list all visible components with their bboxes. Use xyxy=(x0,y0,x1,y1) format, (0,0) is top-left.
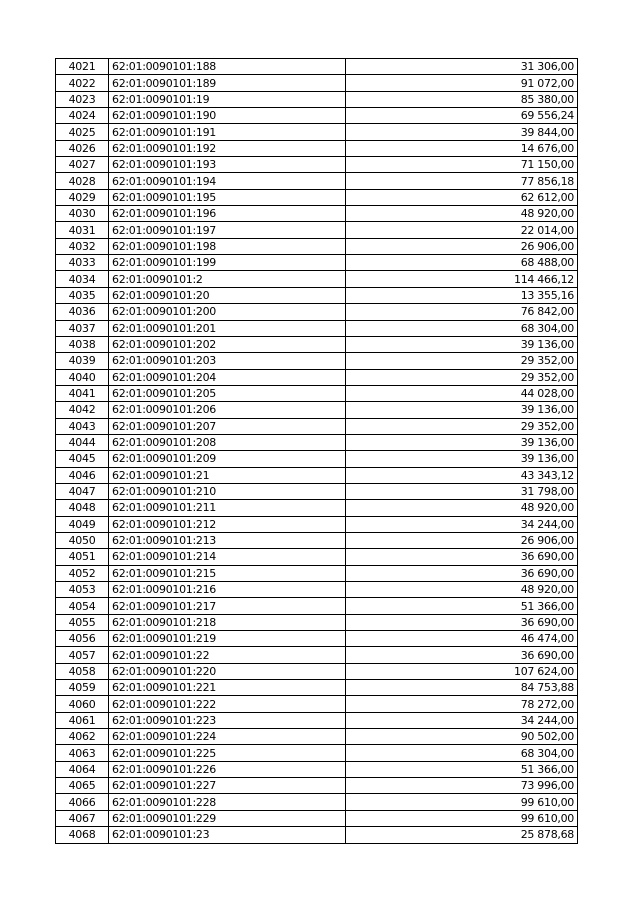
row-number-cell: 4028 xyxy=(56,173,109,189)
table-row xyxy=(56,189,578,205)
table-row xyxy=(56,598,578,614)
value-cell: 107 624,00 xyxy=(346,663,578,679)
row-number-cell: 4042 xyxy=(56,402,109,418)
row-number-cell: 4047 xyxy=(56,483,109,499)
value-cell: 76 842,00 xyxy=(346,304,578,320)
cadastral-number-cell: 62:01:0090101:212 xyxy=(109,516,346,532)
table-row xyxy=(56,108,578,124)
cadastral-number-cell: 62:01:0090101:211 xyxy=(109,500,346,516)
cadastral-number-cell: 62:01:0090101:195 xyxy=(109,189,346,205)
cadastral-number-cell: 62:01:0090101:19 xyxy=(109,91,346,107)
cadastral-number-cell: 62:01:0090101:224 xyxy=(109,729,346,745)
row-number-cell: 4056 xyxy=(56,631,109,647)
row-number-cell: 4067 xyxy=(56,810,109,826)
table-row xyxy=(56,827,578,843)
table-row xyxy=(56,647,578,663)
table-row xyxy=(56,271,578,287)
table-row xyxy=(56,582,578,598)
row-number-cell: 4046 xyxy=(56,467,109,483)
row-number-cell: 4024 xyxy=(56,108,109,124)
cadastral-number-cell: 62:01:0090101:20 xyxy=(109,287,346,303)
value-cell: 34 244,00 xyxy=(346,516,578,532)
value-cell: 48 920,00 xyxy=(346,206,578,222)
table-row xyxy=(56,287,578,303)
cadastral-number-cell: 62:01:0090101:209 xyxy=(109,451,346,467)
table-row xyxy=(56,663,578,679)
value-cell: 51 366,00 xyxy=(346,761,578,777)
row-number-cell: 4050 xyxy=(56,532,109,548)
row-number-cell: 4055 xyxy=(56,614,109,630)
value-cell: 29 352,00 xyxy=(346,369,578,385)
value-cell: 14 676,00 xyxy=(346,140,578,156)
row-number-cell: 4063 xyxy=(56,745,109,761)
value-cell: 43 343,12 xyxy=(346,467,578,483)
cadastral-number-cell: 62:01:0090101:210 xyxy=(109,483,346,499)
table-row xyxy=(56,222,578,238)
row-number-cell: 4025 xyxy=(56,124,109,140)
row-number-cell: 4045 xyxy=(56,451,109,467)
value-cell: 26 906,00 xyxy=(346,532,578,548)
table-row xyxy=(56,451,578,467)
table-body xyxy=(56,59,578,844)
table-row xyxy=(56,810,578,826)
row-number-cell: 4065 xyxy=(56,778,109,794)
table-row xyxy=(56,402,578,418)
value-cell: 71 150,00 xyxy=(346,157,578,173)
table-row xyxy=(56,467,578,483)
value-cell: 51 366,00 xyxy=(346,598,578,614)
table-row xyxy=(56,745,578,761)
value-cell: 36 690,00 xyxy=(346,565,578,581)
cadastral-number-cell: 62:01:0090101:192 xyxy=(109,140,346,156)
table-row xyxy=(56,353,578,369)
value-cell: 31 798,00 xyxy=(346,483,578,499)
value-cell: 36 690,00 xyxy=(346,614,578,630)
cadastral-number-cell: 62:01:0090101:213 xyxy=(109,532,346,548)
table-row xyxy=(56,124,578,140)
cadastral-number-cell: 62:01:0090101:220 xyxy=(109,663,346,679)
cadastral-number-cell: 62:01:0090101:200 xyxy=(109,304,346,320)
value-cell: 39 844,00 xyxy=(346,124,578,140)
row-number-cell: 4034 xyxy=(56,271,109,287)
cadastral-number-cell: 62:01:0090101:229 xyxy=(109,810,346,826)
row-number-cell: 4036 xyxy=(56,304,109,320)
cadastral-number-cell: 62:01:0090101:201 xyxy=(109,320,346,336)
row-number-cell: 4030 xyxy=(56,206,109,222)
row-number-cell: 4068 xyxy=(56,827,109,843)
value-cell: 68 488,00 xyxy=(346,255,578,271)
cadastral-number-cell: 62:01:0090101:218 xyxy=(109,614,346,630)
row-number-cell: 4061 xyxy=(56,712,109,728)
cadastral-number-cell: 62:01:0090101:189 xyxy=(109,75,346,91)
table-row xyxy=(56,729,578,745)
row-number-cell: 4059 xyxy=(56,680,109,696)
row-number-cell: 4032 xyxy=(56,238,109,254)
row-number-cell: 4062 xyxy=(56,729,109,745)
value-cell: 25 878,68 xyxy=(346,827,578,843)
value-cell: 36 690,00 xyxy=(346,549,578,565)
table-row xyxy=(56,304,578,320)
cadastral-number-cell: 62:01:0090101:23 xyxy=(109,827,346,843)
cadastral-number-cell: 62:01:0090101:223 xyxy=(109,712,346,728)
value-cell: 36 690,00 xyxy=(346,647,578,663)
table-row xyxy=(56,614,578,630)
row-number-cell: 4029 xyxy=(56,189,109,205)
value-cell: 91 072,00 xyxy=(346,75,578,91)
row-number-cell: 4040 xyxy=(56,369,109,385)
table-row xyxy=(56,434,578,450)
row-number-cell: 4031 xyxy=(56,222,109,238)
row-number-cell: 4037 xyxy=(56,320,109,336)
value-cell: 26 906,00 xyxy=(346,238,578,254)
value-cell: 39 136,00 xyxy=(346,336,578,352)
cadastral-number-cell: 62:01:0090101:227 xyxy=(109,778,346,794)
value-cell: 99 610,00 xyxy=(346,810,578,826)
cadastral-number-cell: 62:01:0090101:191 xyxy=(109,124,346,140)
value-cell: 84 753,88 xyxy=(346,680,578,696)
table-row xyxy=(56,173,578,189)
table-row xyxy=(56,778,578,794)
table-row xyxy=(56,255,578,271)
cadastral-number-cell: 62:01:0090101:226 xyxy=(109,761,346,777)
row-number-cell: 4027 xyxy=(56,157,109,173)
row-number-cell: 4026 xyxy=(56,140,109,156)
cadastral-value-table xyxy=(55,58,578,844)
value-cell: 46 474,00 xyxy=(346,631,578,647)
table-row xyxy=(56,418,578,434)
table-row xyxy=(56,549,578,565)
table-row xyxy=(56,761,578,777)
table-row xyxy=(56,680,578,696)
table-row xyxy=(56,516,578,532)
cadastral-number-cell: 62:01:0090101:196 xyxy=(109,206,346,222)
table-row xyxy=(56,696,578,712)
table-row xyxy=(56,320,578,336)
value-cell: 73 996,00 xyxy=(346,778,578,794)
value-cell: 13 355,16 xyxy=(346,287,578,303)
cadastral-number-cell: 62:01:0090101:221 xyxy=(109,680,346,696)
value-cell: 69 556,24 xyxy=(346,108,578,124)
table-row xyxy=(56,712,578,728)
row-number-cell: 4064 xyxy=(56,761,109,777)
cadastral-number-cell: 62:01:0090101:21 xyxy=(109,467,346,483)
value-cell: 62 612,00 xyxy=(346,189,578,205)
row-number-cell: 4033 xyxy=(56,255,109,271)
row-number-cell: 4022 xyxy=(56,75,109,91)
value-cell: 39 136,00 xyxy=(346,451,578,467)
value-cell: 78 272,00 xyxy=(346,696,578,712)
cadastral-number-cell: 62:01:0090101:207 xyxy=(109,418,346,434)
table-row xyxy=(56,75,578,91)
row-number-cell: 4039 xyxy=(56,353,109,369)
value-cell: 90 502,00 xyxy=(346,729,578,745)
cadastral-number-cell: 62:01:0090101:197 xyxy=(109,222,346,238)
table-row xyxy=(56,59,578,75)
row-number-cell: 4057 xyxy=(56,647,109,663)
cadastral-number-cell: 62:01:0090101:202 xyxy=(109,336,346,352)
value-cell: 29 352,00 xyxy=(346,418,578,434)
value-cell: 114 466,12 xyxy=(346,271,578,287)
row-number-cell: 4023 xyxy=(56,91,109,107)
value-cell: 77 856,18 xyxy=(346,173,578,189)
cadastral-number-cell: 62:01:0090101:228 xyxy=(109,794,346,810)
cadastral-number-cell: 62:01:0090101:225 xyxy=(109,745,346,761)
value-cell: 99 610,00 xyxy=(346,794,578,810)
value-cell: 68 304,00 xyxy=(346,320,578,336)
value-cell: 39 136,00 xyxy=(346,402,578,418)
cadastral-number-cell: 62:01:0090101:204 xyxy=(109,369,346,385)
table-row xyxy=(56,631,578,647)
table-row xyxy=(56,91,578,107)
value-cell: 85 380,00 xyxy=(346,91,578,107)
table-row xyxy=(56,238,578,254)
cadastral-number-cell: 62:01:0090101:205 xyxy=(109,385,346,401)
cadastral-number-cell: 62:01:0090101:219 xyxy=(109,631,346,647)
value-cell: 48 920,00 xyxy=(346,582,578,598)
value-cell: 31 306,00 xyxy=(346,59,578,75)
cadastral-number-cell: 62:01:0090101:203 xyxy=(109,353,346,369)
row-number-cell: 4038 xyxy=(56,336,109,352)
cadastral-number-cell: 62:01:0090101:193 xyxy=(109,157,346,173)
table-row xyxy=(56,385,578,401)
table-row xyxy=(56,483,578,499)
cadastral-number-cell: 62:01:0090101:22 xyxy=(109,647,346,663)
row-number-cell: 4066 xyxy=(56,794,109,810)
value-cell: 29 352,00 xyxy=(346,353,578,369)
row-number-cell: 4054 xyxy=(56,598,109,614)
value-cell: 44 028,00 xyxy=(346,385,578,401)
cadastral-number-cell: 62:01:0090101:216 xyxy=(109,582,346,598)
row-number-cell: 4053 xyxy=(56,582,109,598)
table-row xyxy=(56,500,578,516)
cadastral-number-cell: 62:01:0090101:2 xyxy=(109,271,346,287)
value-cell: 68 304,00 xyxy=(346,745,578,761)
row-number-cell: 4035 xyxy=(56,287,109,303)
table-row xyxy=(56,140,578,156)
row-number-cell: 4048 xyxy=(56,500,109,516)
row-number-cell: 4052 xyxy=(56,565,109,581)
cadastral-number-cell: 62:01:0090101:206 xyxy=(109,402,346,418)
table-row xyxy=(56,206,578,222)
row-number-cell: 4058 xyxy=(56,663,109,679)
table-row xyxy=(56,794,578,810)
row-number-cell: 4051 xyxy=(56,549,109,565)
cadastral-number-cell: 62:01:0090101:217 xyxy=(109,598,346,614)
value-cell: 34 244,00 xyxy=(346,712,578,728)
cadastral-number-cell: 62:01:0090101:188 xyxy=(109,59,346,75)
value-cell: 22 014,00 xyxy=(346,222,578,238)
row-number-cell: 4043 xyxy=(56,418,109,434)
value-cell: 48 920,00 xyxy=(346,500,578,516)
table-row xyxy=(56,336,578,352)
cadastral-number-cell: 62:01:0090101:190 xyxy=(109,108,346,124)
cadastral-number-cell: 62:01:0090101:199 xyxy=(109,255,346,271)
table-row xyxy=(56,157,578,173)
cadastral-number-cell: 62:01:0090101:198 xyxy=(109,238,346,254)
cadastral-number-cell: 62:01:0090101:208 xyxy=(109,434,346,450)
row-number-cell: 4041 xyxy=(56,385,109,401)
cadastral-number-cell: 62:01:0090101:222 xyxy=(109,696,346,712)
row-number-cell: 4044 xyxy=(56,434,109,450)
table-row xyxy=(56,565,578,581)
table-row xyxy=(56,369,578,385)
cadastral-number-cell: 62:01:0090101:214 xyxy=(109,549,346,565)
table-row xyxy=(56,532,578,548)
row-number-cell: 4021 xyxy=(56,59,109,75)
row-number-cell: 4049 xyxy=(56,516,109,532)
cadastral-number-cell: 62:01:0090101:194 xyxy=(109,173,346,189)
cadastral-number-cell: 62:01:0090101:215 xyxy=(109,565,346,581)
row-number-cell: 4060 xyxy=(56,696,109,712)
value-cell: 39 136,00 xyxy=(346,434,578,450)
